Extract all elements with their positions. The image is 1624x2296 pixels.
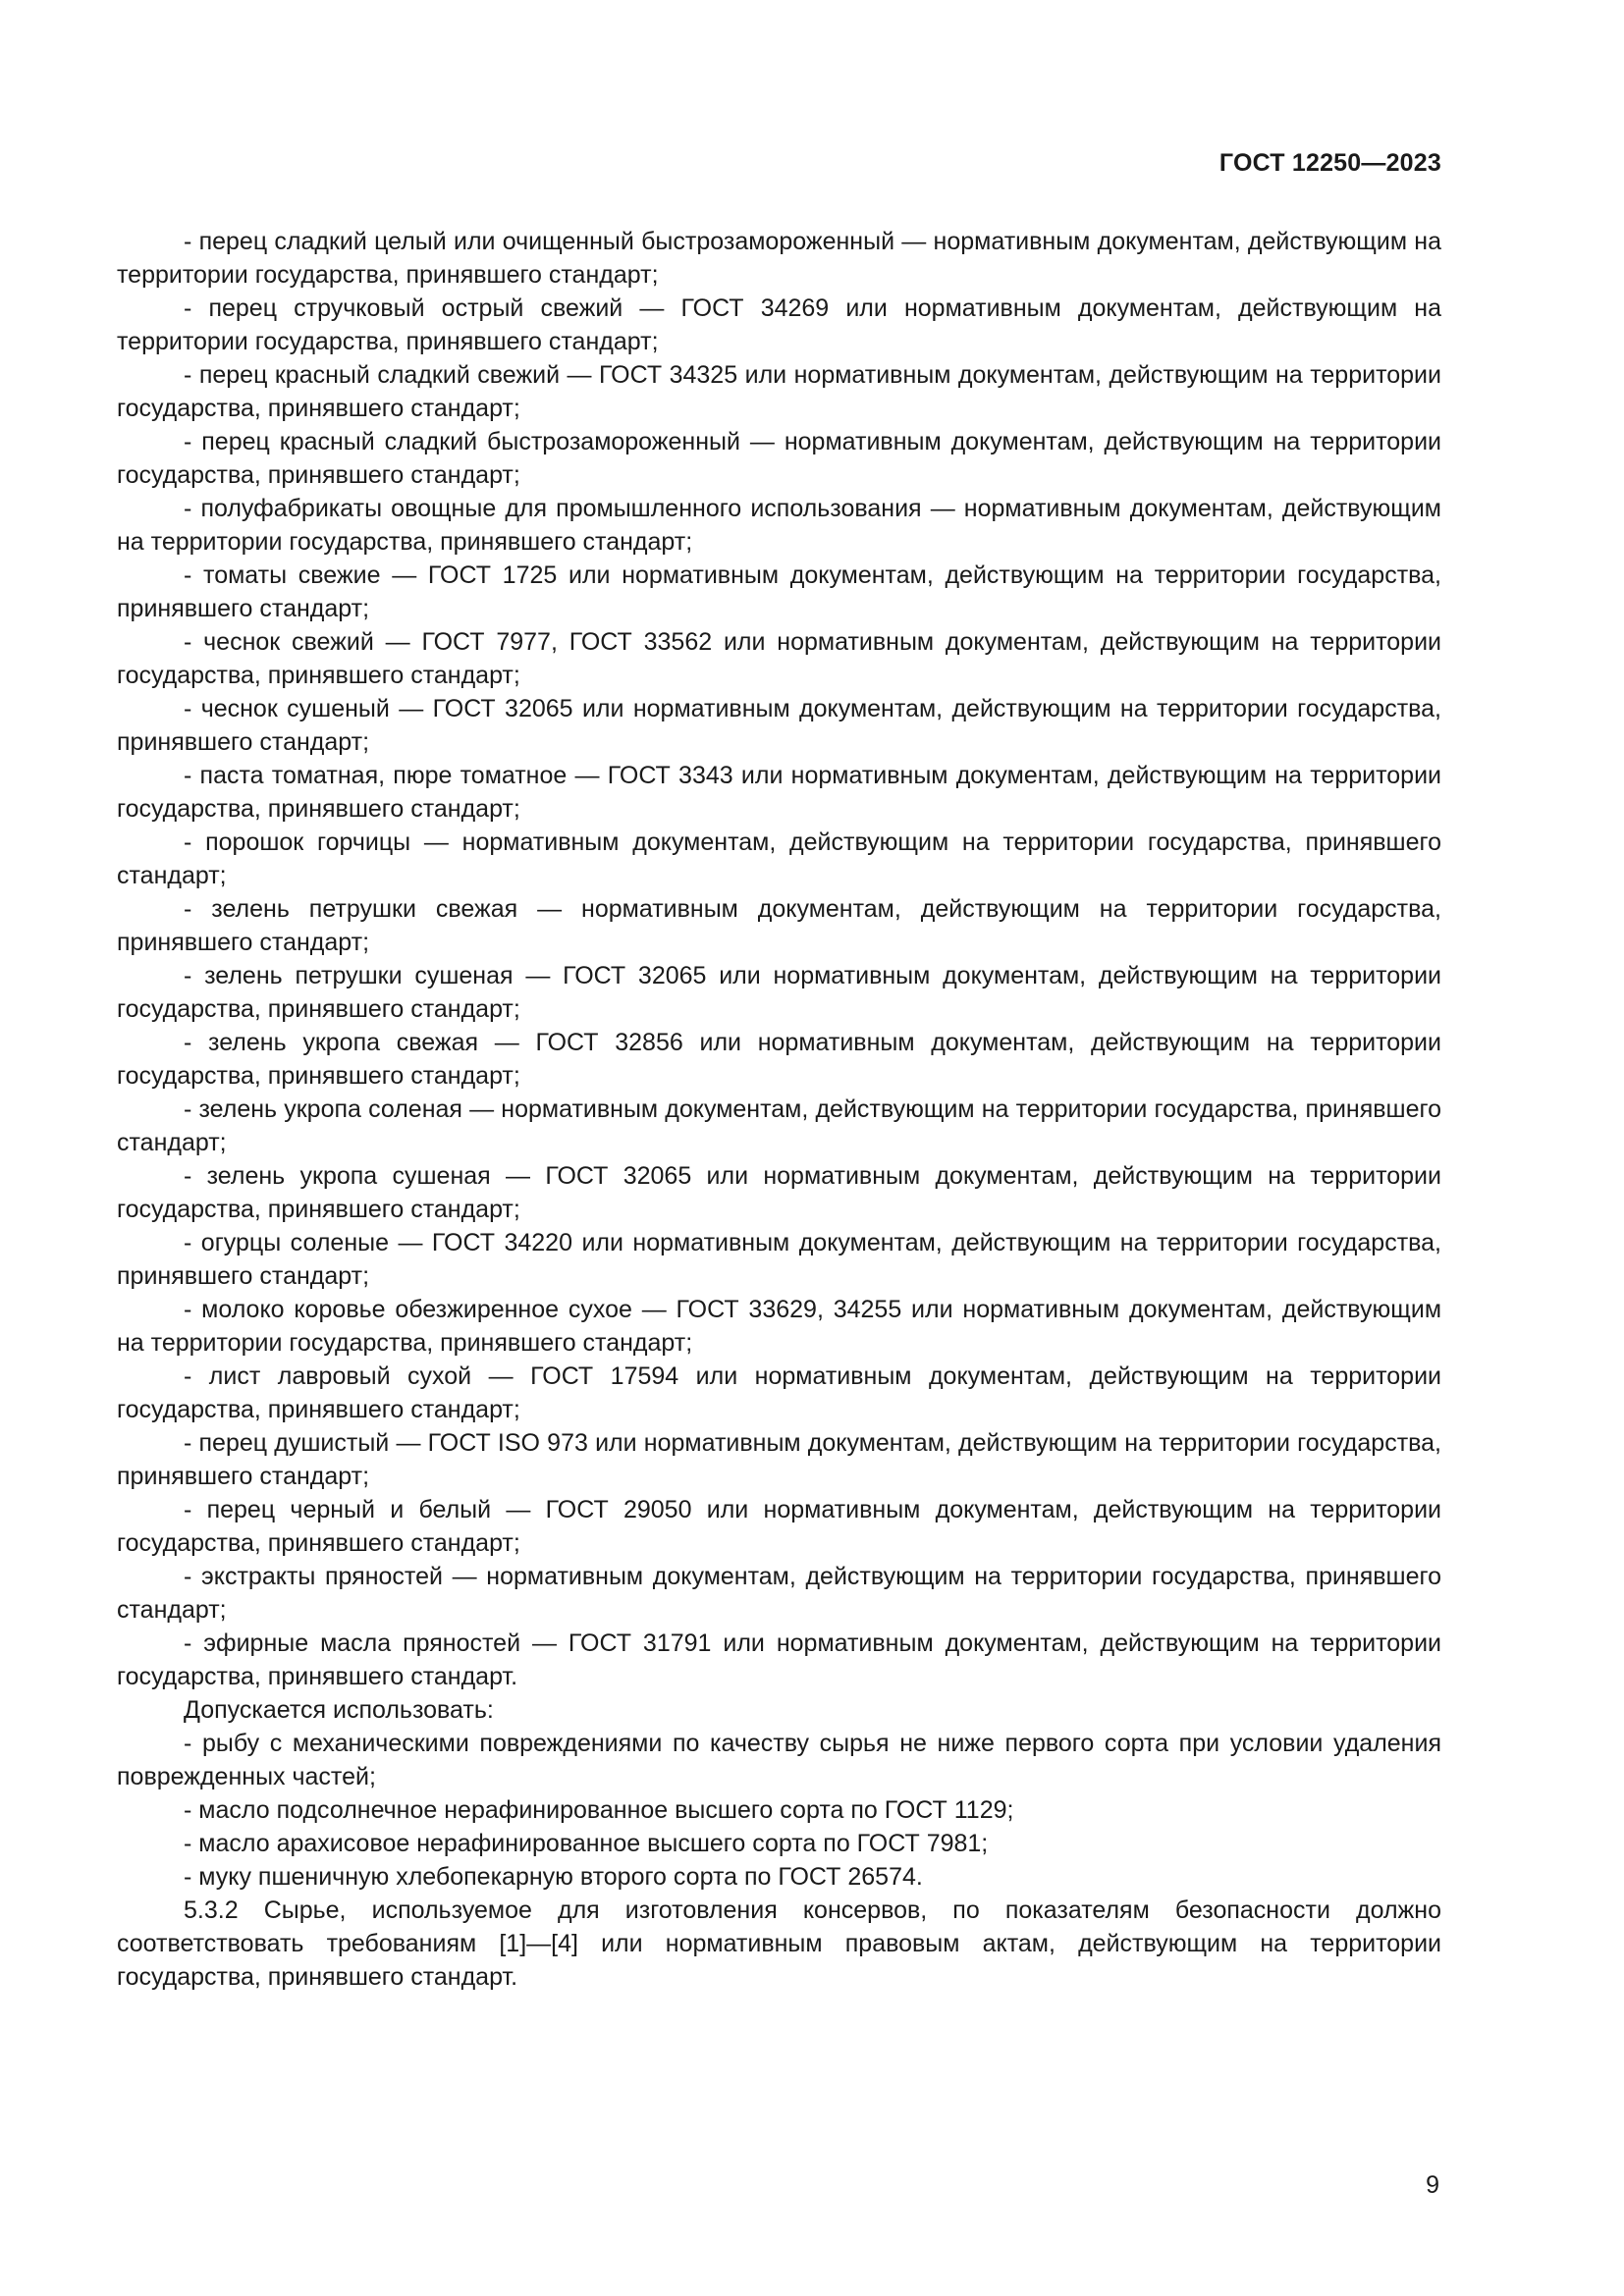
list-item: - огурцы соленые — ГОСТ 34220 или нормативным документам, действующим на территории государства, принявшего стандарт;: [117, 1229, 1441, 1290]
list-item: - паста томатная, пюре томатное — ГОСТ 3343 или нормативным документам, действующим на территории государства, принявшего стандарт;: [117, 762, 1441, 823]
list-item: - чеснок сушеный — ГОСТ 32065 или нормативным документам, действующим на территории государства, принявшего стандарт;: [117, 695, 1441, 756]
list-item: - перец красный сладкий быстрозамороженный — нормативным документам, действующим на территории государства, принявшего стандарт;: [117, 428, 1441, 489]
list-item: - молоко коровье обезжиренное сухое — ГОСТ 33629, 34255 или нормативным документам, действующим на территории государства, принявшего стандарт;: [117, 1296, 1441, 1357]
list-item: - перец красный сладкий свежий — ГОСТ 34325 или нормативным документам, действующим на территории государства, принявшего стандарт;: [117, 361, 1441, 422]
list-item: - перец душистый — ГОСТ ISO 973 или нормативным документам, действующим на территории государства, принявшего стандарт;: [117, 1429, 1441, 1490]
list-item: - перец стручковый острый свежий — ГОСТ 34269 или нормативным документам, действующим на территории государства, принявшего стандарт;: [117, 294, 1441, 355]
list-item: - томаты свежие — ГОСТ 1725 или нормативным документам, действующим на территории государства, принявшего стандарт;: [117, 561, 1441, 622]
list-item: - перец черный и белый — ГОСТ 29050 или нормативным документам, действующим на территории государства, принявшего стандарт;: [117, 1496, 1441, 1557]
list-item: - рыбу с механическими повреждениями по качеству сырья не ниже первого сорта при условии удаления поврежденных частей;: [117, 1730, 1441, 1790]
list-item: - масло арахисовое нерафинированное высшего сорта по ГОСТ 7981;: [184, 1830, 989, 1857]
list-item: - муку пшеничную хлебопекарную второго сорта по ГОСТ 26574.: [184, 1863, 923, 1891]
page-number: 9: [1426, 2171, 1439, 2199]
list-item: - масло подсолнечное нерафинированное высшего сорта по ГОСТ 1129;: [184, 1796, 1014, 1824]
list-item: - зелень петрушки свежая — нормативным документам, действующим на территории государства, принявшего стандарт;: [117, 895, 1441, 956]
allowed-intro-paragraph: Допускается использовать:: [184, 1696, 494, 1724]
list-item: - экстракты пряностей — нормативным документам, действующим на территории государства, принявшего стандарт;: [117, 1563, 1441, 1624]
list-item: - полуфабрикаты овощные для промышленного использования — нормативным документам, действующим на территории государства, принявшего стандарт;: [117, 495, 1441, 556]
list-item: - зелень укропа сушеная — ГОСТ 32065 или нормативным документам, действующим на территории государства, принявшего стандарт;: [117, 1162, 1441, 1223]
body-text: [117, 225, 1441, 1994]
list-item: - зелень петрушки сушеная — ГОСТ 32065 или нормативным документам, действующим на территории государства, принявшего стандарт;: [117, 962, 1441, 1023]
list-item: - зелень укропа свежая — ГОСТ 32856 или нормативным документам, действующим на территории государства, принявшего стандарт;: [117, 1029, 1441, 1090]
list-item: - лист лавровый сухой — ГОСТ 17594 или нормативным документам, действующим на территории государства, принявшего стандарт;: [117, 1362, 1441, 1423]
standard-designation: ГОСТ 12250—2023: [1218, 149, 1441, 177]
list-item: - чеснок свежий — ГОСТ 7977, ГОСТ 33562 или нормативным документам, действующим на территории государства, принявшего стандарт;: [117, 628, 1441, 689]
list-item: - порошок горчицы — нормативным документам, действующим на территории государства, принявшего стандарт;: [117, 828, 1441, 889]
clause-5-3-2-paragraph: 5.3.2 Сырье, используемое для изготовления консервов, по показателям безопасности должно соответствовать требованиям [1]—[4] или нормативным правовым актам, действующим на территории государства, принявшего стандарт.: [117, 1896, 1441, 1991]
list-item: - эфирные масла пряностей — ГОСТ 31791 или нормативным документам, действующим на территории государства, принявшего стандарт.: [117, 1629, 1441, 1690]
list-item: - перец сладкий целый или очищенный быстрозамороженный — нормативным документам, действующим на территории государства, принявшего стандарт;: [117, 228, 1441, 289]
list-item: - зелень укропа соленая — нормативным документам, действующим на территории государства, принявшего стандарт;: [117, 1095, 1441, 1156]
